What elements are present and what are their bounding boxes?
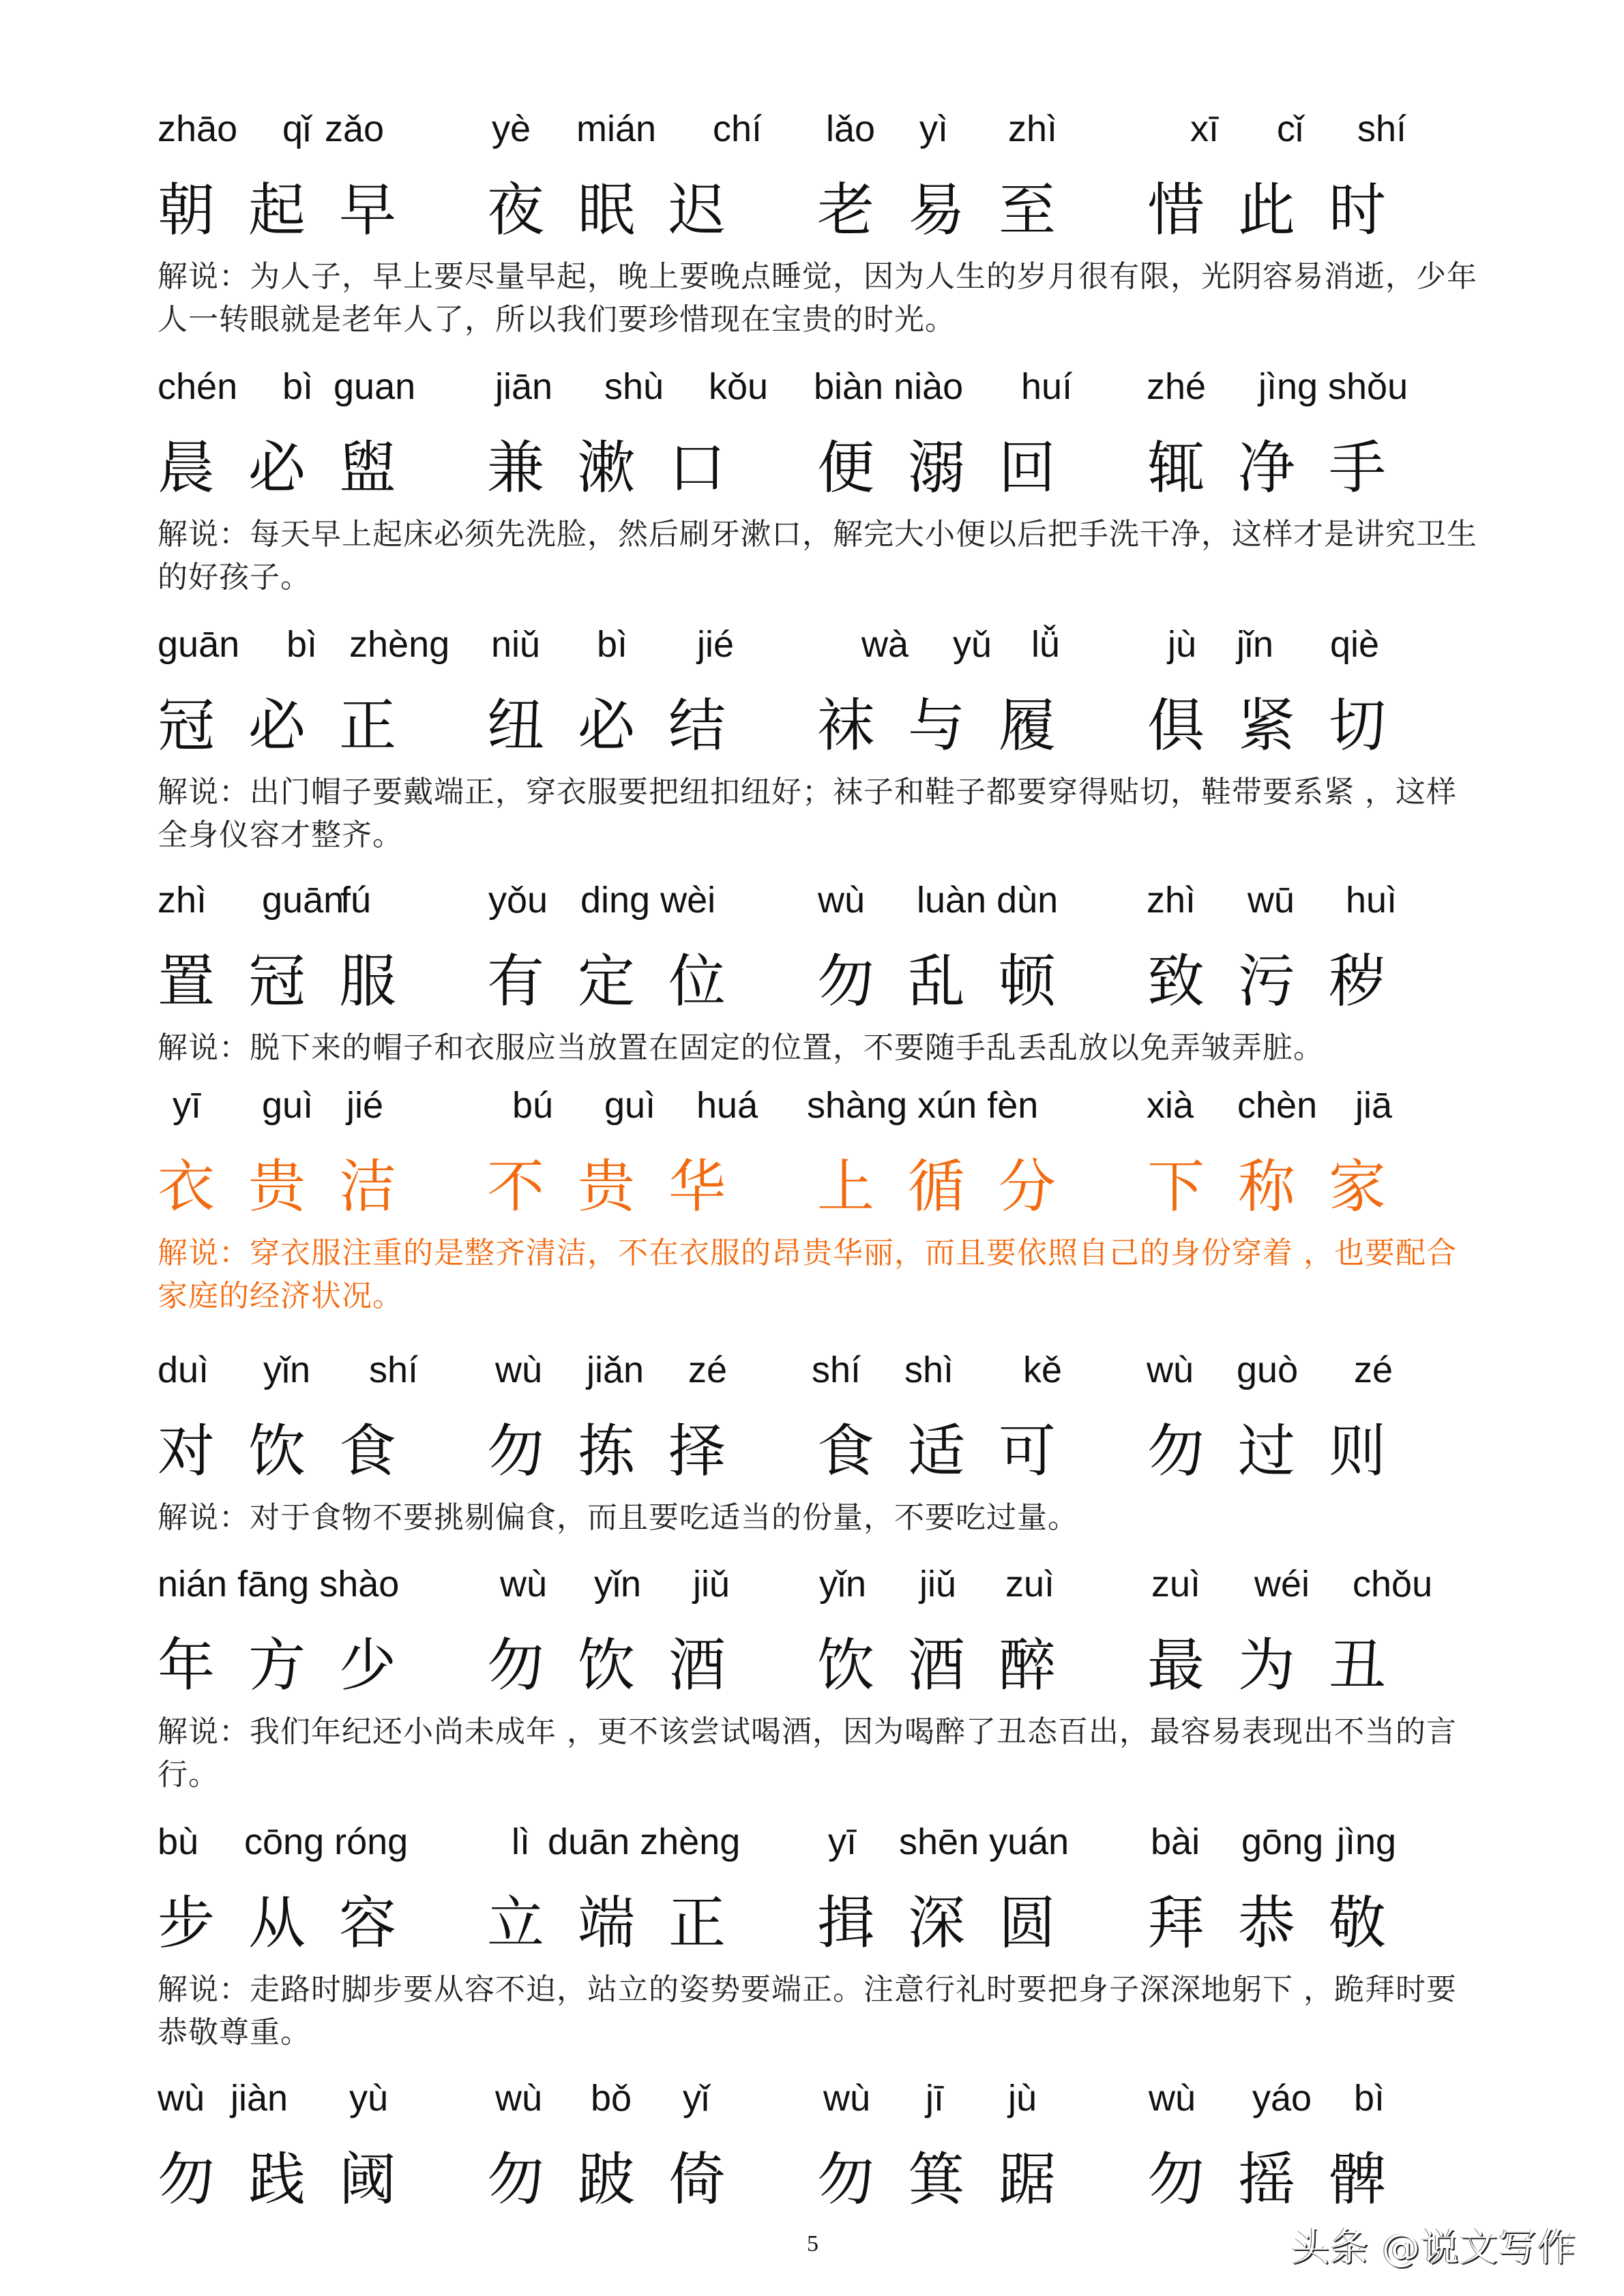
pinyin-syllable: shí [1357,108,1407,149]
pinyin-syllable: zé [688,1350,728,1390]
pinyin-syllable: bǒ [591,2078,632,2119]
pinyin-syllable: jié [346,1085,384,1126]
hanzi-character: 方 [248,1632,306,1699]
pinyin-syllable: qǐ [282,108,312,149]
hanzi-character: 辄 [1147,434,1205,501]
hanzi-character: 致 [1147,948,1205,1015]
pinyin-syllable: wù [823,2078,871,2119]
hanzi-character: 结 [668,692,726,759]
pinyin-syllable: shǒu [1328,366,1408,407]
hanzi-character: 年 [158,1632,216,1699]
hanzi-character: 醉 [999,1632,1057,1699]
pinyin-syllable: shì [904,1350,954,1390]
hanzi-character: 上 [817,1153,875,1220]
hanzi-character: 下 [1147,1153,1205,1220]
pinyin-syllable: wù [1149,2078,1196,2119]
hanzi-row [0,436,1624,502]
pinyin-syllable: kǒu [709,366,769,407]
pinyin-row [0,1822,1624,1870]
pinyin-syllable: yáo [1252,2078,1312,2119]
hanzi-character: 洁 [339,1153,397,1220]
hanzi-row [0,694,1624,760]
pinyin-syllable: zhì [1147,880,1196,921]
hanzi-character: 酒 [908,1632,966,1699]
explanation-text: 解说：走路时脚步要从容不迫，站立的姿势要端正。注意行礼时要把身子深深地躬下 ，跪拜时要恭敬尊重。 [158,1972,1457,2050]
pinyin-syllable: bì [282,366,314,407]
explanation-text: 解说：我们年纪还小尚未成年 ，更不该尝试喝酒，因为喝醉了丑态百出，最容易表现出不当的言行。 [158,1714,1457,1792]
pinyin-syllable: bì [286,624,318,665]
hanzi-character: 切 [1329,692,1387,759]
hanzi-character: 对 [158,1418,216,1485]
hanzi-character: 时 [1329,177,1387,243]
pinyin-syllable: wù [1147,1350,1194,1390]
pinyin-syllable: jiǔ [693,1564,730,1605]
pinyin-syllable: wù [495,1350,543,1390]
hanzi-character: 盥 [339,434,397,501]
explanation-text: 解说：出门帽子要戴端正，穿衣服要把纽扣纽好；袜子和鞋子都要穿得贴切，鞋带要系紧 ，这样全身仪容才整齐。 [158,775,1457,852]
pinyin-syllable: guò [1237,1350,1299,1390]
hanzi-character: 迟 [668,177,726,243]
hanzi-character: 有 [487,948,545,1015]
pinyin-syllable: bì [597,624,628,665]
pinyin-syllable: kě [1023,1350,1063,1390]
hanzi-character: 定 [578,948,636,1015]
hanzi-character: 勿 [487,1418,545,1485]
pinyin-syllable: zhèng [349,624,450,665]
pinyin-row [0,367,1624,415]
pinyin-syllable: yǐn [819,1564,867,1605]
pinyin-syllable: bì [1354,2078,1385,2119]
hanzi-character: 与 [908,692,966,759]
pinyin-syllable: fú [340,880,372,921]
pinyin-syllable: wù [158,2078,205,2119]
pinyin-syllable: jìng [1337,1821,1397,1862]
hanzi-character: 秽 [1329,948,1387,1015]
pinyin-syllable: chén [158,366,238,407]
pinyin-syllable: jù [1008,2078,1037,2119]
explanation-text: 解说：对于食物不要挑剔偏食，而且要吃适当的份量，不要吃过量。 [158,1500,1078,1535]
hanzi-character: 污 [1238,948,1296,1015]
hanzi-character: 早 [339,177,397,243]
hanzi-character: 饮 [578,1632,636,1699]
hanzi-character: 阈 [339,2146,397,2213]
pinyin-syllable: chǒu [1353,1564,1433,1605]
hanzi-character: 酒 [668,1632,726,1699]
hanzi-character: 立 [487,1890,545,1956]
pinyin-syllable: yù [349,2078,389,2119]
hanzi-character: 手 [1329,434,1387,501]
pinyin-syllable: zuì [1005,1564,1055,1605]
hanzi-character: 衣 [158,1153,216,1220]
pinyin-syllable: bú [512,1085,554,1126]
explanation-text: 解说：为人子，早上要尽量早起，晚上要晚点睡觉，因为人生的岁月很有限，光阴容易消逝，少年人一转眼就是老年人了，所以我们要珍惜现在宝贵的时光。 [158,259,1477,337]
hanzi-character: 恭 [1238,1890,1296,1956]
watermark: 头条 @说文写作 [1291,2226,1576,2270]
pinyin-syllable: zuì [1151,1564,1201,1605]
pinyin-syllable: zhì [1008,108,1058,149]
hanzi-character: 丑 [1329,1632,1387,1699]
pinyin-syllable: jiā [1355,1085,1393,1126]
pinyin-syllable: lǎo [826,108,876,149]
hanzi-character: 口 [668,434,726,501]
hanzi-character: 家 [1329,1153,1387,1220]
pinyin-syllable: jiàn [231,2078,289,2119]
hanzi-character: 顿 [999,948,1057,1015]
pinyin-syllable: huì [1346,880,1398,921]
pinyin-row [0,1350,1624,1398]
hanzi-character: 冠 [158,692,216,759]
hanzi-character: 拣 [578,1418,636,1485]
pinyin-syllable: qiè [1330,624,1380,665]
explanation-text: 解说：每天早上起床必须先洗脸，然后刷牙漱口，解完大小便以后把手洗干净，这样才是讲究卫生的好孩子。 [158,517,1477,595]
hanzi-character: 择 [668,1418,726,1485]
hanzi-row [0,179,1624,244]
hanzi-character: 饮 [817,1632,875,1699]
hanzi-character: 冠 [248,948,306,1015]
hanzi-character: 勿 [817,2146,875,2213]
pinyin-syllable: luàn dùn [917,880,1059,921]
hanzi-character: 揖 [817,1890,875,1956]
hanzi-character: 晨 [158,434,216,501]
pinyin-syllable: xià [1147,1085,1194,1126]
pinyin-syllable: guān [158,624,240,665]
hanzi-character: 勿 [1147,1418,1205,1485]
hanzi-character: 乱 [908,948,966,1015]
pinyin-syllable: huá [696,1085,758,1126]
hanzi-character: 置 [158,948,216,1015]
pinyin-syllable: zhāo [158,108,238,149]
hanzi-character: 夜 [487,177,545,243]
hanzi-character: 位 [668,948,726,1015]
pinyin-syllable: duān zhèng [548,1821,741,1862]
pinyin-syllable: jìng [1258,366,1318,407]
hanzi-character: 履 [999,692,1057,759]
pinyin-syllable: jù [1168,624,1197,665]
pinyin-syllable: yǒu [488,880,548,921]
pinyin-syllable: yǔ [953,624,992,665]
hanzi-row [0,1634,1624,1699]
pinyin-syllable: nián fāng shào [158,1564,400,1605]
hanzi-character: 必 [248,692,306,759]
hanzi-character: 勿 [487,2146,545,2213]
hanzi-character: 箕 [908,2146,966,2213]
hanzi-character: 倚 [668,2146,726,2213]
pinyin-syllable: yī [828,1821,857,1862]
hanzi-row [0,1892,1624,1957]
pinyin-syllable: shí [369,1350,419,1390]
hanzi-character: 袜 [817,692,875,759]
pinyin-syllable: huí [1021,366,1073,407]
hanzi-character: 勿 [1147,2146,1205,2213]
hanzi-character: 贵 [248,1153,306,1220]
pinyin-syllable: niǔ [491,624,541,665]
pinyin-syllable: lì [512,1821,530,1862]
hanzi-character: 饮 [248,1418,306,1485]
pinyin-syllable: shēn yuán [899,1821,1069,1862]
hanzi-character: 践 [248,2146,306,2213]
pinyin-syllable: duì [158,1350,209,1390]
pinyin-syllable: mián [576,108,657,149]
pinyin-syllable: yì [919,108,949,149]
pinyin-syllable: wà [861,624,909,665]
hanzi-character: 则 [1329,1418,1387,1485]
hanzi-character: 摇 [1238,2146,1296,2213]
pinyin-syllable: yǐn [594,1564,642,1605]
pinyin-syllable: biàn niào [814,366,964,407]
pinyin-syllable: shàng xún fèn [807,1085,1039,1126]
hanzi-character: 可 [999,1418,1057,1485]
hanzi-character: 惜 [1147,177,1205,243]
pinyin-syllable: jiǎn [587,1350,645,1390]
hanzi-character: 华 [668,1153,726,1220]
explanation-text: 解说：脱下来的帽子和衣服应当放置在固定的位置，不要随手乱丢乱放以免弄皱弄脏。 [158,1030,1324,1065]
pinyin-syllable: wéi [1254,1564,1310,1605]
hanzi-row [0,2148,1624,2213]
hanzi-character: 老 [817,177,875,243]
pinyin-syllable: lǚ [1031,624,1061,665]
hanzi-character: 溺 [908,434,966,501]
pinyin-syllable: wù [495,2078,543,2119]
hanzi-character: 漱 [578,434,636,501]
hanzi-character: 称 [1238,1153,1296,1220]
pinyin-syllable: zǎo [325,108,385,149]
pinyin-syllable: jī [926,2078,944,2119]
hanzi-character: 过 [1238,1418,1296,1485]
hanzi-character: 至 [999,177,1057,243]
hanzi-character: 必 [248,434,306,501]
hanzi-character: 最 [1147,1632,1205,1699]
hanzi-character: 圆 [999,1890,1057,1956]
hanzi-character: 俱 [1147,692,1205,759]
pinyin-syllable: yǐn [263,1350,311,1390]
hanzi-character: 步 [158,1890,216,1956]
hanzi-character: 纽 [487,692,545,759]
hanzi-character: 拜 [1147,1890,1205,1956]
hanzi-character: 必 [578,692,636,759]
pinyin-syllable: shù [604,366,664,407]
hanzi-character: 不 [487,1153,545,1220]
hanzi-row [0,1155,1624,1221]
hanzi-character: 从 [248,1890,306,1956]
pinyin-syllable: shí [812,1350,861,1390]
pinyin-syllable: yè [492,108,531,149]
pinyin-syllable: xī [1190,108,1220,149]
pinyin-syllable: guì [604,1085,656,1126]
pinyin-syllable: yī [173,1085,202,1126]
pinyin-syllable: ding wèi [580,880,716,921]
pinyin-syllable: bù [158,1821,199,1862]
explanation-text: 解说：穿衣服注重的是整齐清洁，不在衣服的昂贵华丽，而且要依照自己的身份穿着 ，也要配合家庭的经济状况。 [158,1236,1457,1313]
hanzi-character: 兼 [487,434,545,501]
pinyin-syllable: zhé [1147,366,1207,407]
hanzi-character: 朝 [158,177,216,243]
hanzi-character: 深 [908,1890,966,1956]
hanzi-character: 适 [908,1418,966,1485]
pinyin-syllable: wù [818,880,866,921]
pinyin-syllable: guan [334,366,416,407]
pinyin-syllable: cǐ [1277,108,1303,149]
pinyin-syllable: chí [713,108,763,149]
pinyin-row [0,1086,1624,1133]
pinyin-syllable: wù [500,1564,548,1605]
hanzi-character: 循 [908,1153,966,1220]
hanzi-character: 净 [1238,434,1296,501]
pinyin-syllable: guì [262,1085,314,1126]
pinyin-syllable: jiǔ [919,1564,957,1605]
pinyin-row [0,2078,1624,2126]
pinyin-syllable: zé [1354,1350,1393,1390]
pinyin-syllable: jié [697,624,735,665]
hanzi-character: 易 [908,177,966,243]
pinyin-syllable: zhì [158,880,207,921]
hanzi-character: 食 [339,1418,397,1485]
hanzi-character: 勿 [817,948,875,1015]
hanzi-character: 眠 [578,177,636,243]
pinyin-syllable: yǐ [683,2078,709,2119]
hanzi-character: 便 [817,434,875,501]
pinyin-syllable: jiān [495,366,553,407]
hanzi-character: 正 [339,692,397,759]
hanzi-character: 起 [248,177,306,243]
hanzi-character: 敬 [1329,1890,1387,1956]
hanzi-character: 为 [1238,1632,1296,1699]
hanzi-character: 贵 [578,1153,636,1220]
hanzi-character: 紧 [1238,692,1296,759]
pinyin-syllable: chèn [1237,1085,1318,1126]
hanzi-character: 容 [339,1890,397,1956]
hanzi-character: 分 [999,1153,1057,1220]
pinyin-row [0,880,1624,928]
pinyin-syllable: bài [1151,1821,1200,1862]
pinyin-row [0,625,1624,672]
pinyin-syllable: cōng róng [244,1821,409,1862]
hanzi-character: 少 [339,1632,397,1699]
hanzi-character: 正 [668,1890,726,1956]
pinyin-row [0,109,1624,157]
hanzi-character: 回 [999,434,1057,501]
pinyin-row [0,1564,1624,1612]
hanzi-row [0,1420,1624,1485]
hanzi-character: 勿 [158,2146,216,2213]
hanzi-character: 服 [339,948,397,1015]
hanzi-character: 髀 [1329,2146,1387,2213]
pinyin-syllable: wū [1247,880,1295,921]
pinyin-syllable: gōng [1241,1821,1324,1862]
hanzi-row [0,950,1624,1015]
pinyin-syllable: jǐn [1237,624,1274,665]
hanzi-character: 跛 [578,2146,636,2213]
hanzi-character: 踞 [999,2146,1057,2213]
hanzi-character: 端 [578,1890,636,1956]
hanzi-character: 此 [1238,177,1296,243]
hanzi-character: 食 [817,1418,875,1485]
pinyin-syllable: guān [262,880,344,921]
page-number: 5 [807,2231,818,2256]
hanzi-character: 勿 [487,1632,545,1699]
